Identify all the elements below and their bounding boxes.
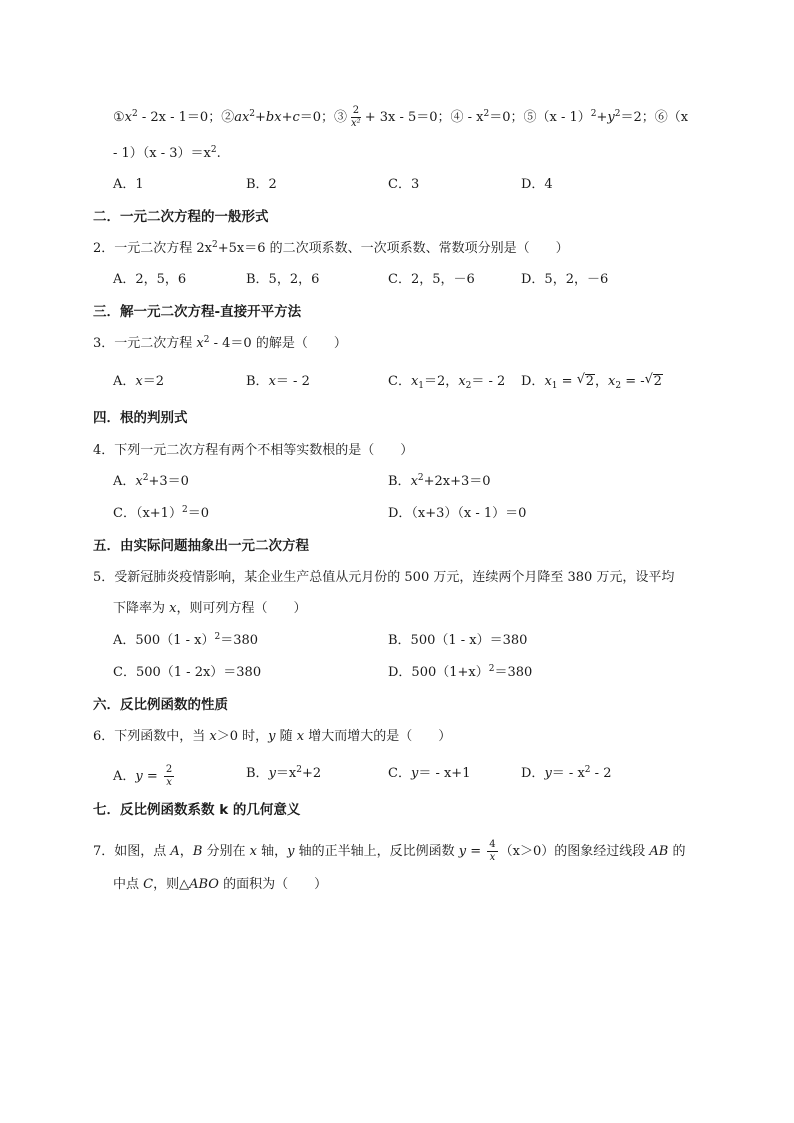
q6-stem: 6．下列函数中，当 x＞0 时，y 随 x 增大而增大的是（ ） — [93, 729, 452, 744]
q5-stem-line-2: 下降率为 x，则可列方程（ ） — [113, 601, 307, 616]
section-4-heading: 四．根的判别式 — [93, 410, 188, 426]
section-6-heading: 六．反比例函数的性质 — [93, 697, 228, 713]
section-7-heading: 七．反比例函数系数 k 的几何意义 — [93, 802, 301, 818]
q4-stem: 4．下列一元二次方程有两个不相等实数根的是（ ） — [93, 443, 414, 458]
q5-option-d[interactable]: D．$500(1+x)^2=380$ — [388, 664, 533, 680]
section-3-heading: 三．解一元二次方程-直接开平方法 — [93, 304, 302, 320]
q4-option-a[interactable]: A．$x^2+3=0$ — [113, 473, 189, 489]
sqrt-2-symbol: √ 2 — [646, 373, 663, 391]
fraction-2-over-x: $\frac{2}{x}$ — [165, 764, 173, 788]
q1-option-c[interactable]: C．3 — [388, 177, 420, 192]
q7-stem-line-2: 中点 C，则△ABO 的面积为（ ） — [113, 877, 328, 892]
q7-stem-line-1: 7．如图，点 A，B 分别在 x 轴，y 轴的正半轴上，反比例函数 y = $\frac{4}{x}$ （x＞0）的图象经过线段 AB 的 — [93, 839, 686, 863]
q2-option-c[interactable]: C．2，5，－6 — [388, 272, 475, 287]
q4-option-c[interactable]: C．$(x+1)^2=0$ — [113, 505, 209, 521]
q2-option-a[interactable]: A．2，5，6 — [113, 272, 187, 287]
section-2-heading: 二．一元二次方程的一般形式 — [93, 209, 269, 225]
q3-option-a[interactable]: A．x＝2 — [113, 374, 165, 389]
q1-equations-line-2: - $1)(x - 3)=x^2$. — [113, 145, 221, 161]
q1-option-b[interactable]: B．2 — [246, 177, 277, 192]
q6-option-c[interactable]: C．y＝ - x+1 — [388, 766, 471, 781]
q2-stem: 2．一元二次方程 $2x^2+5x=6$ 的二次项系数、一次项系数、常数项分别是（ ） — [93, 240, 569, 256]
q5-option-a[interactable]: A．500（1 - x）$^2$＝380 — [113, 632, 259, 648]
q1-option-d[interactable]: D．4 — [521, 177, 553, 192]
q3-option-d[interactable]: D．$x_1$ = √ 2，$x_2$ = -√ 2 — [521, 373, 663, 391]
q6-option-a[interactable]: A．y = $\frac{2}{x}$ — [113, 764, 173, 788]
q3-stem: 3．一元二次方程 $x^2 - 4=0$ 的解是（ ） — [93, 335, 347, 351]
q5-stem-line-1: 5．受新冠肺炎疫情影响，某企业生产总值从元月份的 500 万元，连续两个月降至 380 万元，设平均 — [93, 570, 675, 585]
fraction-2-over-x2: $\frac{2}{\text{x²}}$ — [351, 105, 361, 129]
q1-equations-line-1: $①x^2 - 2x - 1=0$；$②ax^2+bx+c=0$；③ $\frac{2}{\text{x²}}$ + 3x - 5＝0；④ - $x^2=0$；⑤（x - $1)^2+y^2=2$；⑥（x — [113, 105, 689, 129]
q3-option-c[interactable]: C．$x_1=2$，$x_2= - 2$ — [388, 374, 506, 391]
section-5-heading: 五．由实际问题抽象出一元二次方程 — [93, 538, 309, 554]
sqrt-2-symbol: √ 2 — [578, 373, 595, 391]
fraction-4-over-x: $\frac{4}{x}$ — [489, 839, 496, 863]
q5-option-b[interactable]: B．500（1 - x）＝380 — [388, 633, 528, 648]
q1-option-a[interactable]: A．1 — [113, 177, 144, 192]
q2-option-b[interactable]: B．5，2，6 — [246, 272, 320, 287]
q6-option-b[interactable]: B．$y=x^2+2$ — [246, 765, 322, 781]
q2-option-d[interactable]: D．5，2，－6 — [521, 272, 609, 287]
q4-option-b[interactable]: B．$x^2+2x+3=0$ — [388, 473, 491, 489]
q5-option-c[interactable]: C．500（1 - 2x）＝380 — [113, 665, 262, 680]
q6-option-d[interactable]: D．$y= - x^2 - 2$ — [521, 765, 612, 781]
q3-option-b[interactable]: B．x＝ - 2 — [246, 374, 310, 389]
q4-option-d[interactable]: D．（x+3）（x - 1）＝0 — [388, 506, 527, 521]
